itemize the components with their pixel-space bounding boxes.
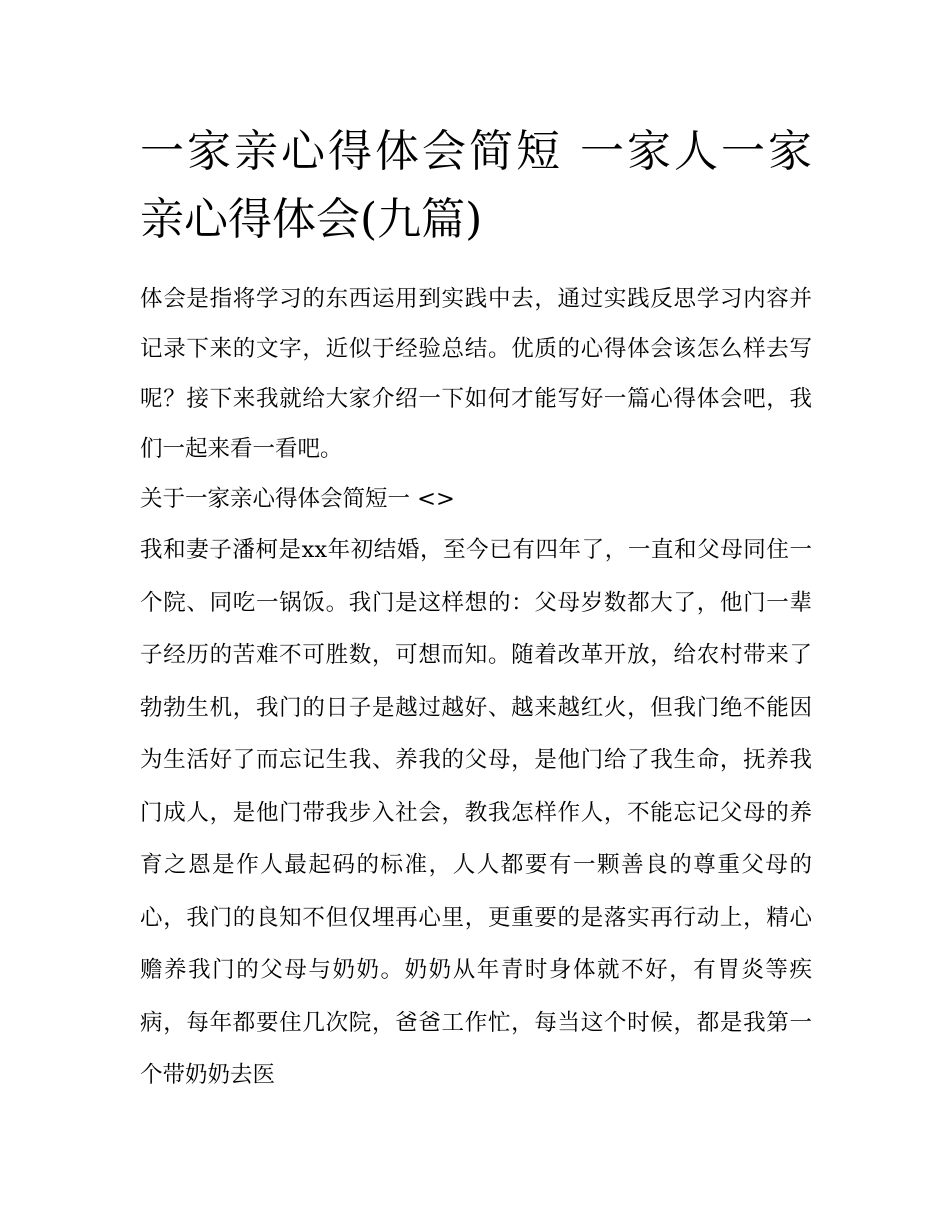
body-paragraph: 我和妻子潘柯是xx年初结婚，至今已有四年了，一直和父母同住一个院、同吃一锅饭。我门是这样想的：父母岁数都大了，他门一辈子经历的苦难不可胜数，可想而知。随着改革开放，给农村带来了勃勃生机，我门的日子是越过越好、越来越红火，但我门绝不能因为生活好了而忘记生我、养我的父母，是他门给了我生命，抚养我门成人，是他门带我步入社会，教我怎样作人，不能忘记父母的养育之恩是作人最起码的标准，人人都要有一颗善良的尊重父母的心，我门的良知不但仅埋再心里，更重要的是落实再行动上，精心赡养我门的父母与奶奶。奶奶从年青时身体就不好，有胃炎等疾病，每年都要住几次院，爸爸工作忙，每当这个时候，都是我第一个带奶奶去医: [140, 537, 812, 1088]
section-heading: 关于一家亲心得体会简短一 <>: [140, 486, 455, 512]
intro-paragraph: 体会是指将学习的东西运用到实践中去，通过实践反思学习内容并记录下来的文字，近似于经验总结。优质的心得体会该怎么样去写呢？接下来我就给大家介绍一下如何才能写好一篇心得体会吧，我们一起来看一看吧。: [140, 286, 812, 462]
document-title: 一家亲心得体会简短 一家人一家亲心得体会(九篇): [140, 126, 812, 245]
document-content: [140, 118, 812, 1102]
